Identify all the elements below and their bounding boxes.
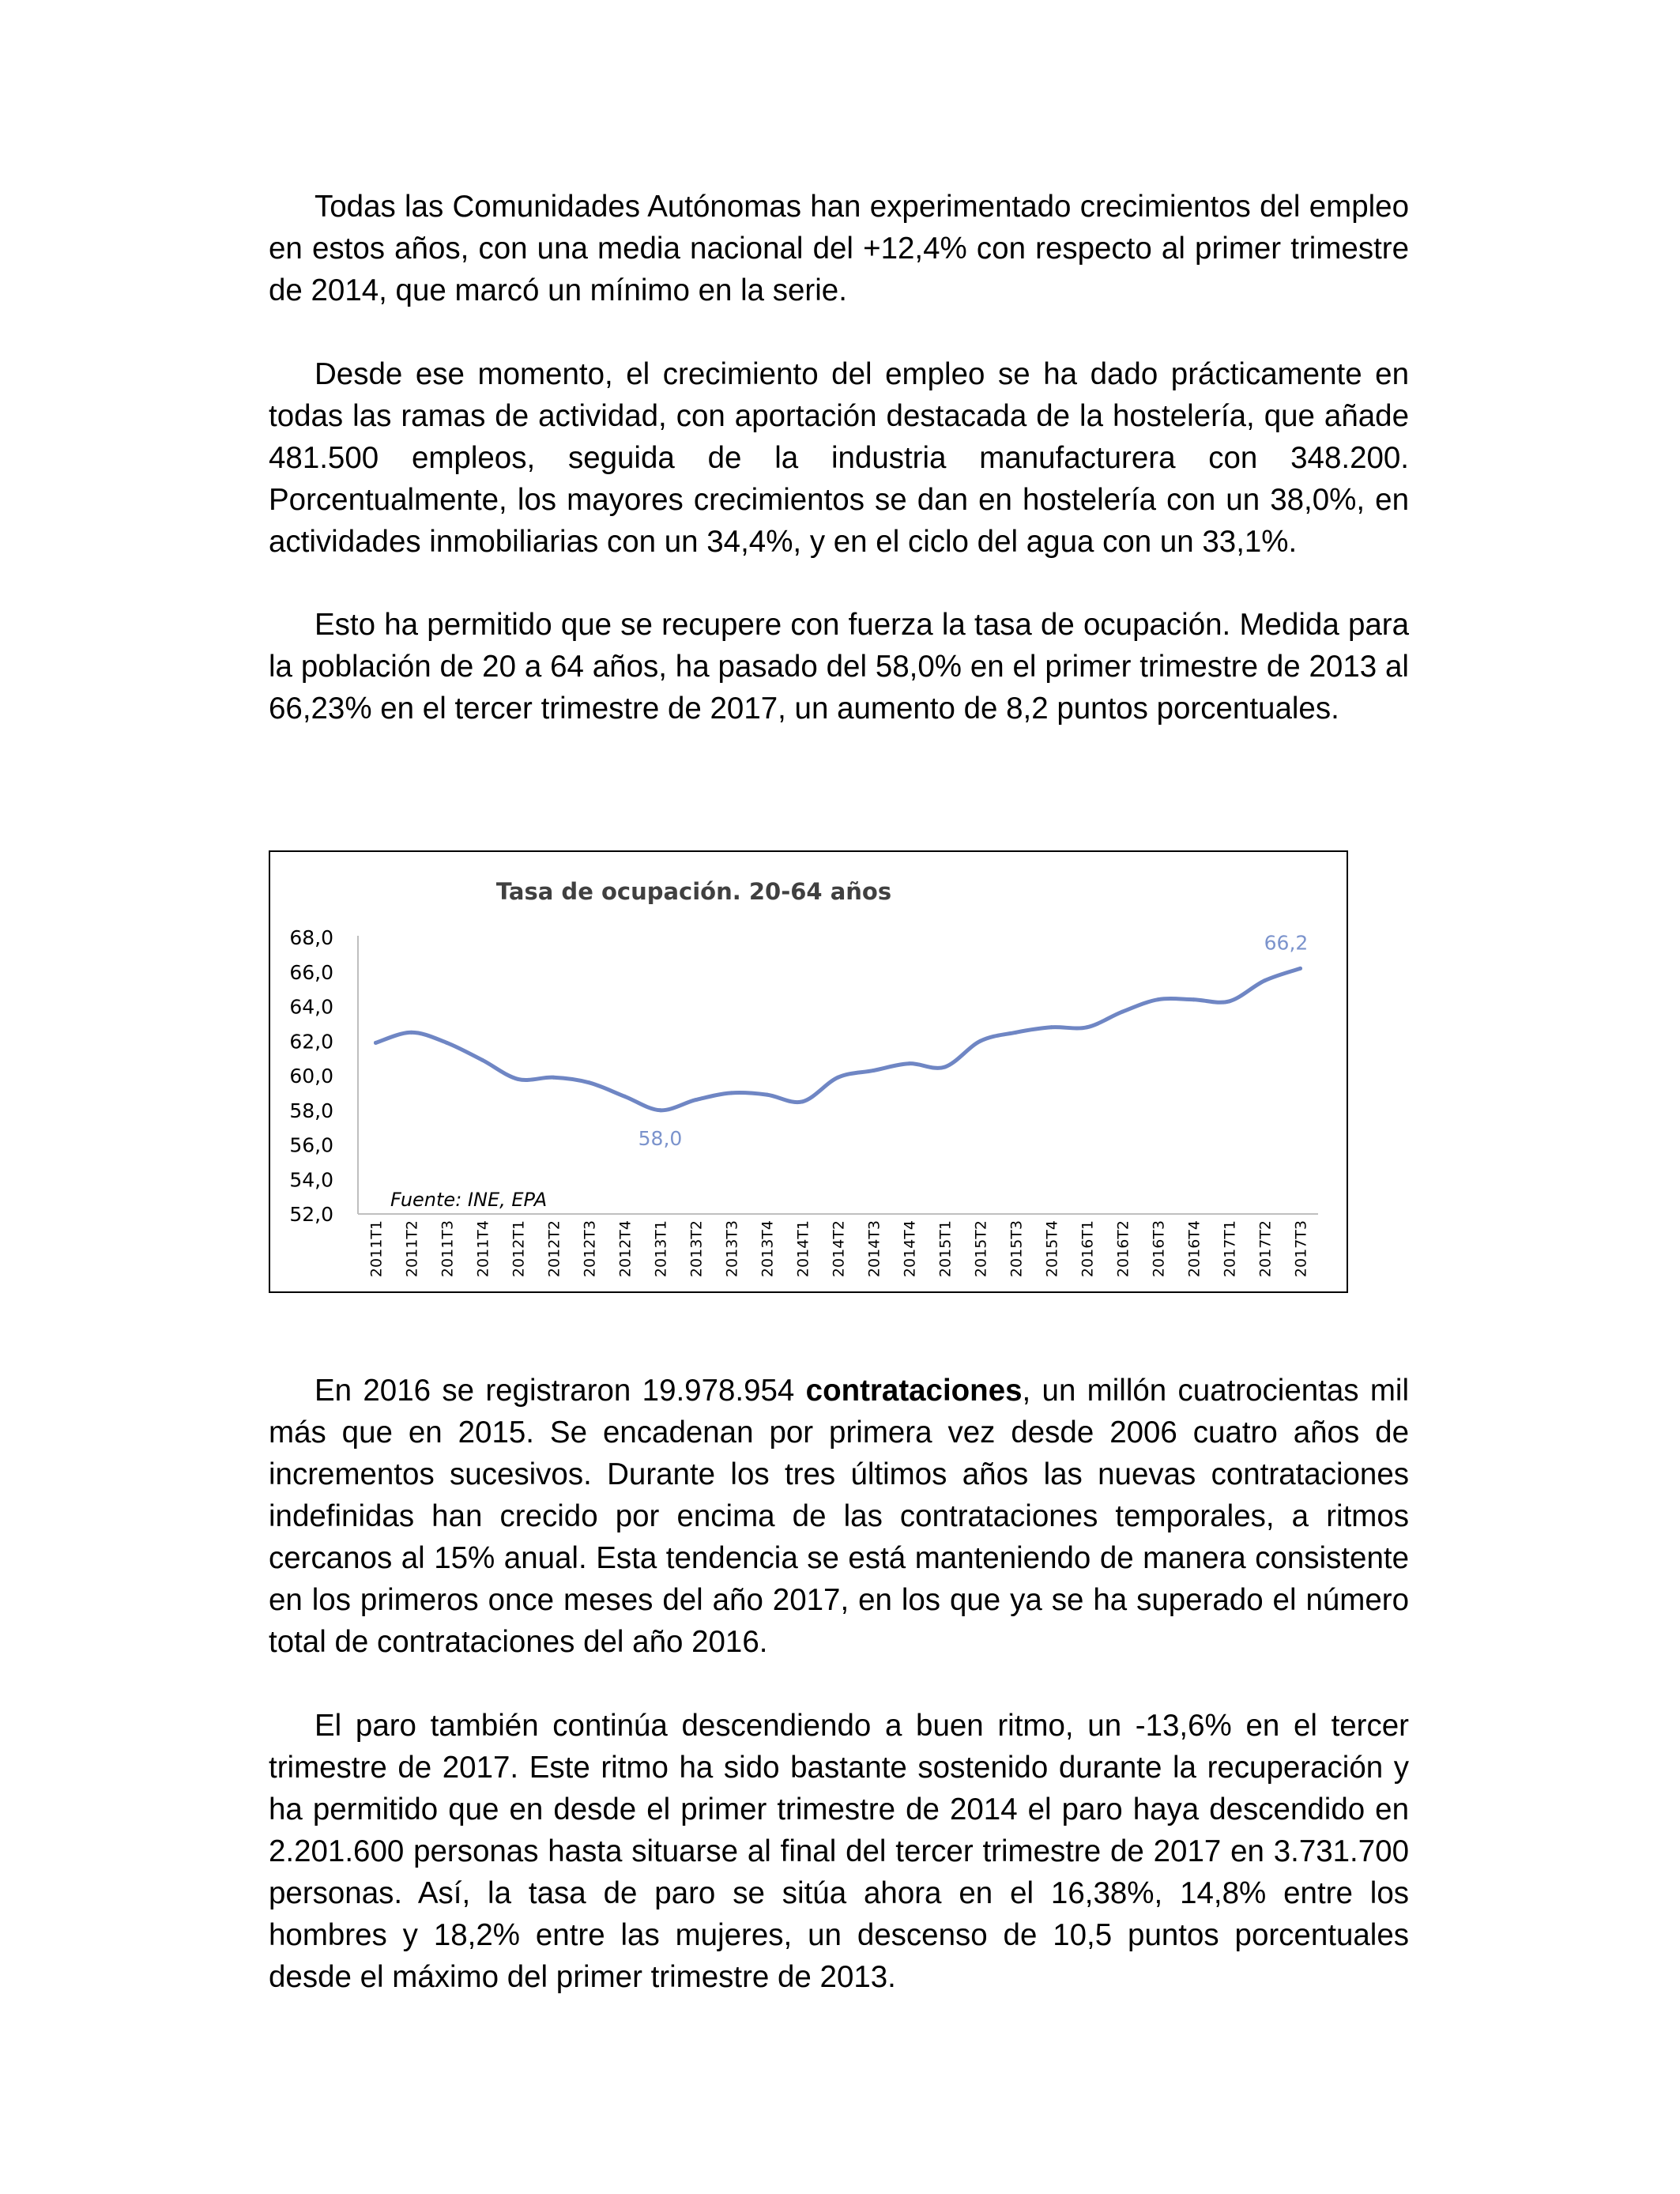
x-tick-labels: [368, 1220, 1310, 1277]
x-tick-label: 2017T2: [1256, 1220, 1275, 1278]
x-tick-label: 2014T1: [794, 1220, 812, 1278]
data-point-2017T3: [1298, 967, 1302, 971]
x-tick-label: 2014T3: [865, 1220, 883, 1278]
data-label-2013T1: 58,0: [638, 1126, 683, 1150]
y-tick-label: 62,0: [289, 1030, 333, 1054]
y-tick-label: 54,0: [289, 1168, 333, 1192]
data-point-2011T3: [445, 1041, 449, 1045]
x-tick-label: 2017T3: [1292, 1220, 1310, 1278]
data-point-2012T4: [623, 1095, 627, 1099]
data-point-2014T4: [907, 1061, 911, 1065]
data-point-2016T4: [1192, 997, 1196, 1001]
data-point-2017T1: [1227, 999, 1231, 1003]
x-tick-label: 2016T1: [1079, 1220, 1097, 1278]
data-point-2016T1: [1085, 1025, 1089, 1029]
y-tick-label: 52,0: [289, 1203, 333, 1226]
y-tick-labels: [289, 926, 333, 1226]
x-tick-label: 2012T3: [581, 1220, 599, 1278]
data-point-2014T1: [800, 1099, 804, 1103]
paragraph-1-text: Todas las Comunidades Autónomas han experimentado crecimientos del empleo en estos años, con una media nacional del +12,4% con respecto al primer trimestre de 2014, que marcó un mínimo en la serie.: [269, 190, 1409, 307]
x-tick-label: 2013T2: [687, 1220, 706, 1278]
data-point-2014T2: [836, 1076, 840, 1080]
x-tick-label: 2016T2: [1114, 1220, 1132, 1278]
x-tick-label: 2011T3: [439, 1220, 457, 1278]
data-point-2011T4: [480, 1058, 484, 1062]
y-tick-label: 64,0: [289, 995, 333, 1019]
data-point-2012T3: [587, 1080, 591, 1084]
x-tick-label: 2012T4: [616, 1220, 635, 1278]
employment-rate-chart: [269, 850, 1348, 1293]
x-tick-label: 2016T3: [1150, 1220, 1168, 1278]
x-tick-label: 2013T1: [652, 1220, 670, 1278]
x-tick-label: 2013T3: [723, 1220, 741, 1278]
data-point-2014T3: [872, 1069, 876, 1072]
chart-title: Tasa de ocupación. 20-64 años: [495, 878, 892, 905]
x-tick-label: 2015T1: [936, 1220, 955, 1278]
paragraph-3: [269, 604, 1409, 729]
paragraph-4: [269, 1370, 1409, 1663]
source-note: Fuente: INE, EPA: [390, 1189, 548, 1211]
data-point-2013T3: [729, 1091, 733, 1095]
data-point-2016T2: [1121, 1010, 1124, 1014]
y-tick-label: 66,0: [289, 960, 333, 984]
x-tick-label: 2014T2: [830, 1220, 848, 1278]
x-tick-label: 2015T2: [972, 1220, 990, 1278]
paragraph-4-bold-term: contrataciones: [805, 1374, 1023, 1408]
data-point-2012T2: [552, 1076, 556, 1080]
paragraph-1: [269, 186, 1409, 311]
x-tick-label: 2016T4: [1185, 1220, 1203, 1278]
data-point-2015T2: [978, 1039, 982, 1043]
x-tick-label: 2012T2: [545, 1220, 563, 1278]
paragraph-5: [269, 1705, 1409, 1998]
data-point-2013T1: [658, 1108, 662, 1112]
data-point-2017T2: [1263, 978, 1267, 982]
paragraph-4-text-start: En 2016 se registraron 19.978.954: [315, 1374, 806, 1408]
x-tick-label: 2014T4: [901, 1220, 919, 1278]
data-point-2016T3: [1156, 997, 1160, 1001]
y-tick-label: 68,0: [289, 926, 333, 949]
data-point-2015T3: [1014, 1031, 1018, 1035]
data-point-2011T2: [409, 1031, 413, 1035]
paragraph-3-text: Esto ha permitido que se recupere con fuerza la tasa de ocupación. Medida para la población de 20 a 64 años, ha pasado del 58,0% en el primer trimestre de 2013 al 66,23% en el tercer trimestre de 2017, un aumento de 8,2 puntos porcentuales.: [269, 608, 1409, 726]
series-points: [374, 967, 1302, 1112]
paragraph-2-text: Desde ese momento, el crecimiento del empleo se ha dado prácticamente en todas las ramas de actividad, con aportación destacada de la hostelería, que añade 481.500 empleos, seguida de la industria manufacturera con 348.200. Porcentualmente, los mayores crecimientos se dan en hostelería con un 38,0%, en actividades inmobiliarias con un 34,4%, y en el ciclo del agua con un 33,1%.: [269, 357, 1409, 559]
x-tick-label: 2013T4: [759, 1220, 777, 1278]
data-point-2011T1: [374, 1041, 378, 1045]
y-tick-label: 58,0: [289, 1099, 333, 1122]
paragraph-2: [269, 353, 1409, 563]
paragraph-4-text-end: , un millón cuatrocientas mil más que en 2015. Se encadenan por primera vez desde 2006 cuatro años de incrementos sucesivos. Durante los tres últimos años las nuevas contrataciones indefinidas han crecido por encima de las contrataciones temporales, a ritmos cercanos al 15% anual. Esta tendencia se está manteniendo de manera consistente en los primeros once meses del año 2017, en los que ya se ha superado el número total de contrataciones del año 2016.: [269, 1374, 1410, 1659]
y-tick-label: 60,0: [289, 1065, 333, 1088]
data-point-2013T4: [765, 1093, 769, 1097]
x-tick-label: 2011T4: [474, 1220, 492, 1278]
data-point-2015T4: [1049, 1025, 1053, 1029]
x-tick-label: 2015T4: [1043, 1220, 1061, 1278]
data-labels: [638, 931, 1309, 1149]
x-tick-label: 2012T1: [510, 1220, 528, 1278]
data-label-2017T3: 66,2: [1264, 931, 1309, 955]
data-point-2015T1: [943, 1065, 947, 1069]
chart-canvas: [270, 852, 1350, 1295]
data-point-2012T1: [516, 1077, 520, 1081]
x-tick-label: 2011T1: [367, 1220, 386, 1278]
paragraph-5-text: El paro también continúa descendiendo a buen ritmo, un -13,6% en el tercer trimestre de 2017. Este ritmo ha sido bastante sostenido durante la recuperación y ha permitido que en desde el primer trimestre de 2014 el paro haya descendido en 2.201.600 personas hasta situarse al final del tercer trimestre de 2017 en 3.731.700 personas. Así, la tasa de paro se sitúa ahora en el 16,38%, 14,8% entre los hombres y 18,2% entre las mujeres, un descenso de 10,5 puntos porcentuales desde el máximo del primer trimestre de 2013.: [269, 1709, 1409, 1994]
y-tick-label: 56,0: [289, 1133, 333, 1157]
series-line: [376, 968, 1301, 1110]
data-point-2013T2: [694, 1098, 698, 1102]
x-tick-label: 2015T3: [1008, 1220, 1026, 1278]
x-tick-label: 2017T1: [1221, 1220, 1239, 1278]
x-tick-label: 2011T2: [403, 1220, 421, 1278]
